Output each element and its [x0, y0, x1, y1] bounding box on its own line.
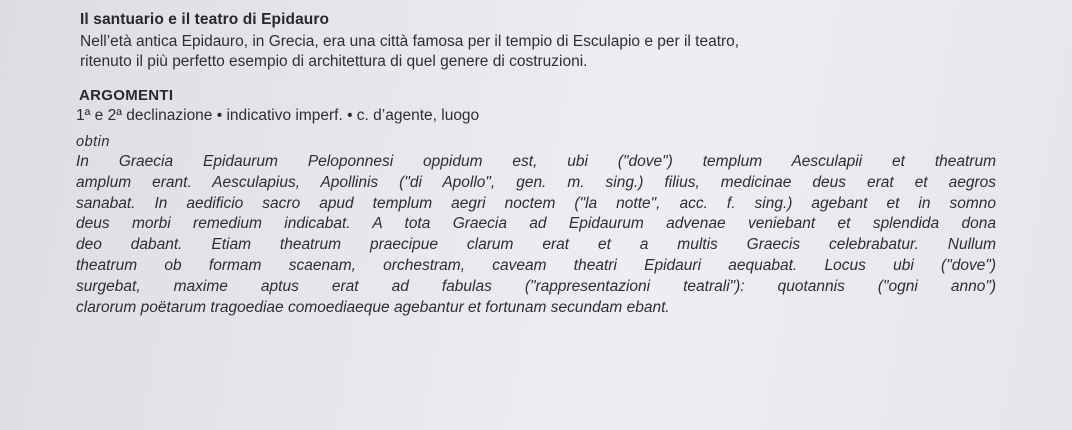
latin-passage	[76, 152, 1066, 318]
intro-paragraph	[80, 32, 1070, 72]
latin-line: deo dabant. Etiam theatrum praecipue clarum erat et a multis Graecis celebrabatur. Nullum	[76, 236, 996, 254]
intro-line: Nell’età antica Epidauro, in Grecia, era una città famosa per il tempio di Esculapio e per il teatro,	[80, 33, 740, 50]
argomenti-heading: ARGOMENTI	[79, 87, 174, 104]
argomenti-topics: 1ª e 2ª declinazione • indicativo imperf. • c. d’agente, luogo	[76, 107, 480, 124]
latin-line: In Graecia Epidaurum Peloponnesi oppidum est, ubi ("dove") templum Aesculapii et theatrum	[76, 153, 996, 170]
latin-line: amplum erant. Aesculapius, Apollinis ("di Apollo", gen. m. sing.) filius, medicinae deus erat et aegros	[76, 173, 996, 191]
latin-line: deus morbi remedium indicabat. A tota Graecia ad Epidaurum advenae veniebant et splendida dona	[76, 215, 996, 233]
latin-line: sanabat. In aedificio sacro apud templum aegri noctem ("la notte", acc. f. sing.) agebant et in somno	[76, 194, 996, 212]
latin-line: surgebat, maxime aptus erat ad fabulas ("rappresentazioni teatrali"): quotannis ("ogni anno")	[76, 277, 996, 295]
latin-line: clarorum poëtarum tragoediae comoediaeque agebantur et fortunam secundam ebant.	[76, 298, 670, 316]
obtin-label: obtin	[76, 134, 110, 150]
page-title: Il santuario e il teatro di Epidauro	[80, 11, 330, 28]
latin-line: theatrum ob formam scaenam, orchestram, caveam theatri Epidauri aequabat. Locus ubi ("dove")	[76, 256, 996, 274]
intro-line: ritenuto il più perfetto esempio di architettura di quel genere di costruzioni.	[80, 53, 588, 70]
